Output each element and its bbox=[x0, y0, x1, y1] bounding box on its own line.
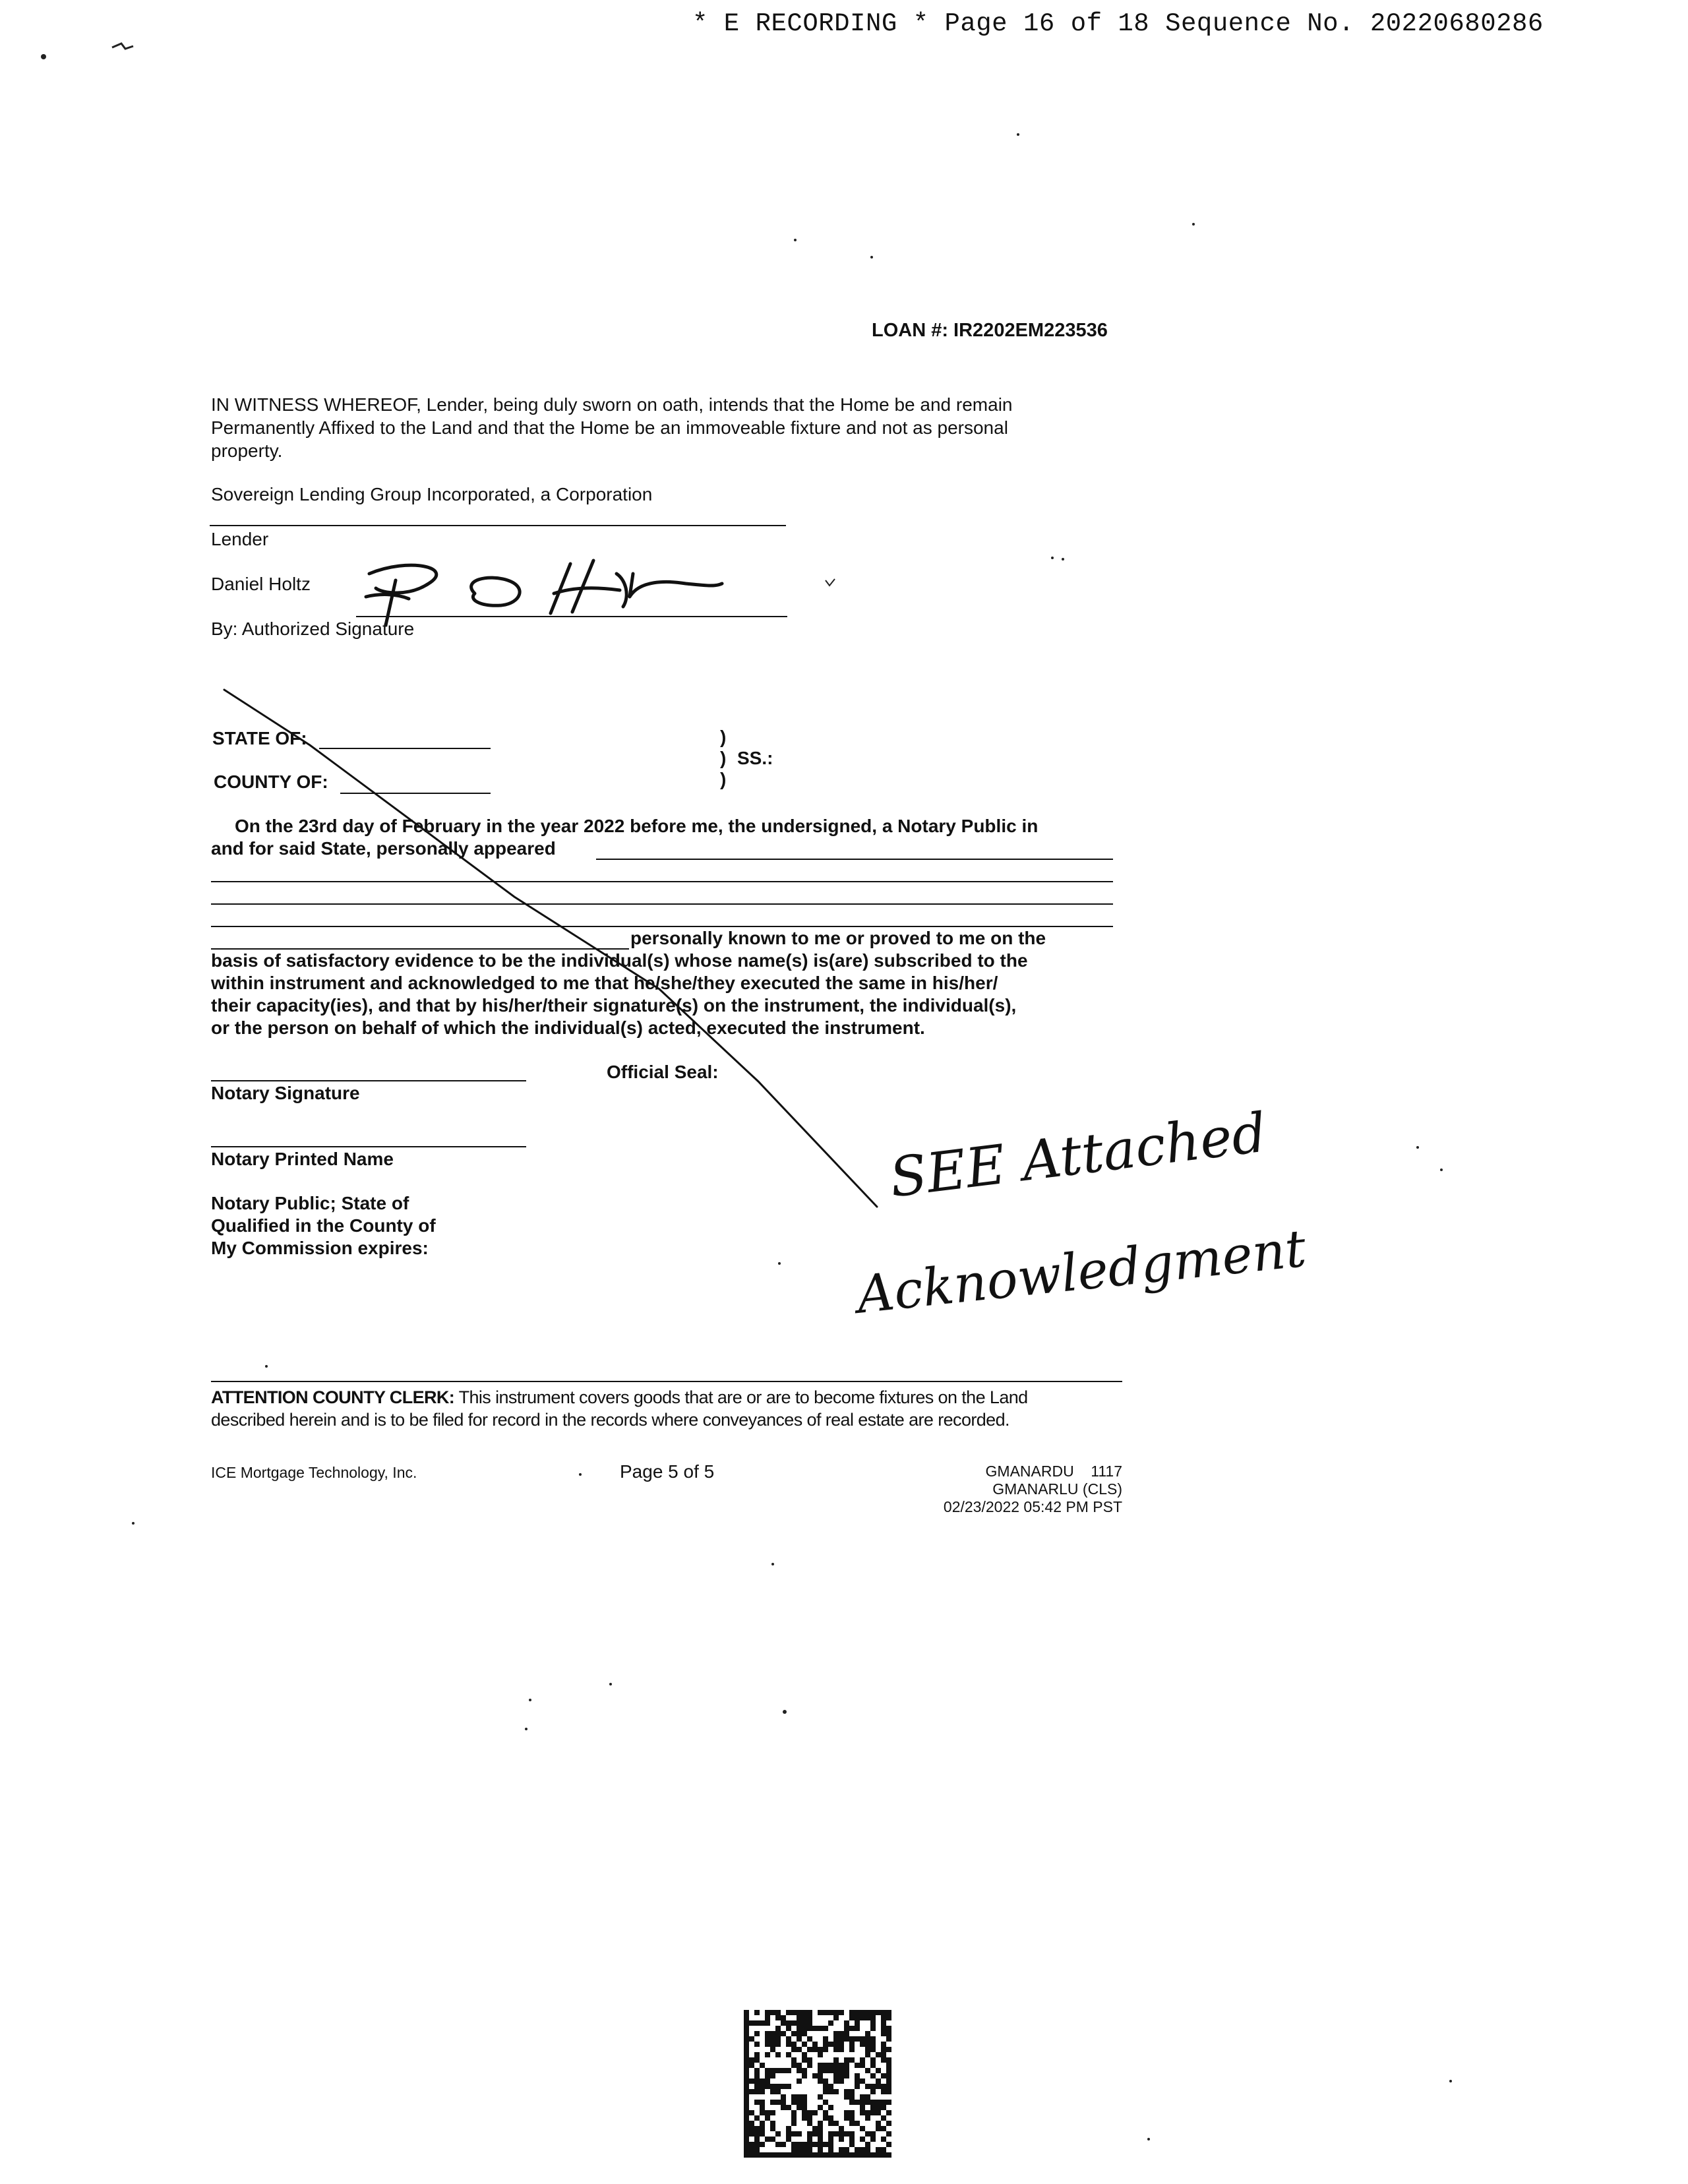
witness-line-1: IN WITNESS WHEREOF, Lender, being duly sworn on oath, intends that the Home be and remain bbox=[211, 394, 1013, 415]
signer-name: Daniel Holtz bbox=[211, 574, 311, 594]
handwritten-note-line-2: Acknowledgment bbox=[854, 1219, 1309, 1325]
attention-text-2: described herein and is to be filed for record in the records where conveyances of real estate are recorded. bbox=[211, 1410, 1010, 1430]
venue-bracket-2: ) bbox=[720, 748, 727, 768]
witness-line-3: property. bbox=[211, 440, 283, 461]
ack-line-1: On the 23rd day of February in the year 2022 before me, the undersigned, a Notary Public in bbox=[235, 816, 1039, 836]
notary-public-line-1: Notary Public; State of bbox=[211, 1193, 409, 1213]
handwritten-note-line-1: SEE Attached bbox=[886, 1101, 1270, 1210]
footer-timestamp: 02/23/2022 05:42 PM PST bbox=[943, 1498, 1122, 1515]
official-seal-label: Official Seal: bbox=[607, 1062, 719, 1082]
ack-body-line-3: their capacity(ies), and that by his/her/their signature(s) on the instrument, the individual(s), bbox=[211, 995, 1017, 1016]
state-label: STATE OF: bbox=[212, 728, 307, 748]
witness-line-2: Permanently Affixed to the Land and that the Home be an immoveable fixture and not as personal bbox=[211, 417, 1008, 438]
lender-company: Sovereign Lending Group Incorporated, a Corporation bbox=[211, 484, 653, 504]
notary-printed-name-label: Notary Printed Name bbox=[211, 1149, 394, 1169]
notary-public-line-2: Qualified in the County of bbox=[211, 1215, 436, 1236]
footer-company: ICE Mortgage Technology, Inc. bbox=[211, 1464, 417, 1481]
ack-body-line-2: within instrument and acknowledged to me that he/she/they executed the same in his/her/ bbox=[211, 973, 998, 993]
footer-form-code-1: GMANARDU 1117 bbox=[985, 1463, 1122, 1480]
footer-page: Page 5 of 5 bbox=[620, 1461, 715, 1482]
notary-signature-label: Notary Signature bbox=[211, 1083, 360, 1103]
venue-bracket-1: ) bbox=[720, 727, 727, 747]
attention-text-1: This instrument covers goods that are or are to become fixtures on the Land bbox=[454, 1387, 1028, 1407]
venue-bracket-3: ) bbox=[720, 769, 727, 789]
recording-header: * E RECORDING * Page 16 of 18 Sequence No. 20220680286 bbox=[692, 9, 1544, 38]
loan-number: LOAN #: IR2202EM223536 bbox=[872, 320, 1108, 341]
ack-body-line-1: basis of satisfactory evidence to be the individual(s) whose name(s) is(are) subscribed to the bbox=[211, 950, 1028, 971]
ack-line-2: and for said State, personally appeared bbox=[211, 838, 556, 859]
signature-caption: By: Authorized Signature bbox=[211, 619, 415, 639]
ack-body-line-4: or the person on behalf of which the individual(s) acted, executed the instrument. bbox=[211, 1017, 925, 1038]
county-label: COUNTY OF: bbox=[214, 772, 328, 792]
ack-line-3: personally known to me or proved to me on the bbox=[630, 928, 1046, 948]
ss-label: SS.: bbox=[737, 748, 773, 768]
attention-label: ATTENTION COUNTY CLERK: bbox=[211, 1387, 455, 1407]
lender-label: Lender bbox=[211, 529, 269, 549]
notary-public-line-3: My Commission expires: bbox=[211, 1238, 429, 1258]
footer-form-code-2: GMANARLU (CLS) bbox=[992, 1480, 1122, 1498]
